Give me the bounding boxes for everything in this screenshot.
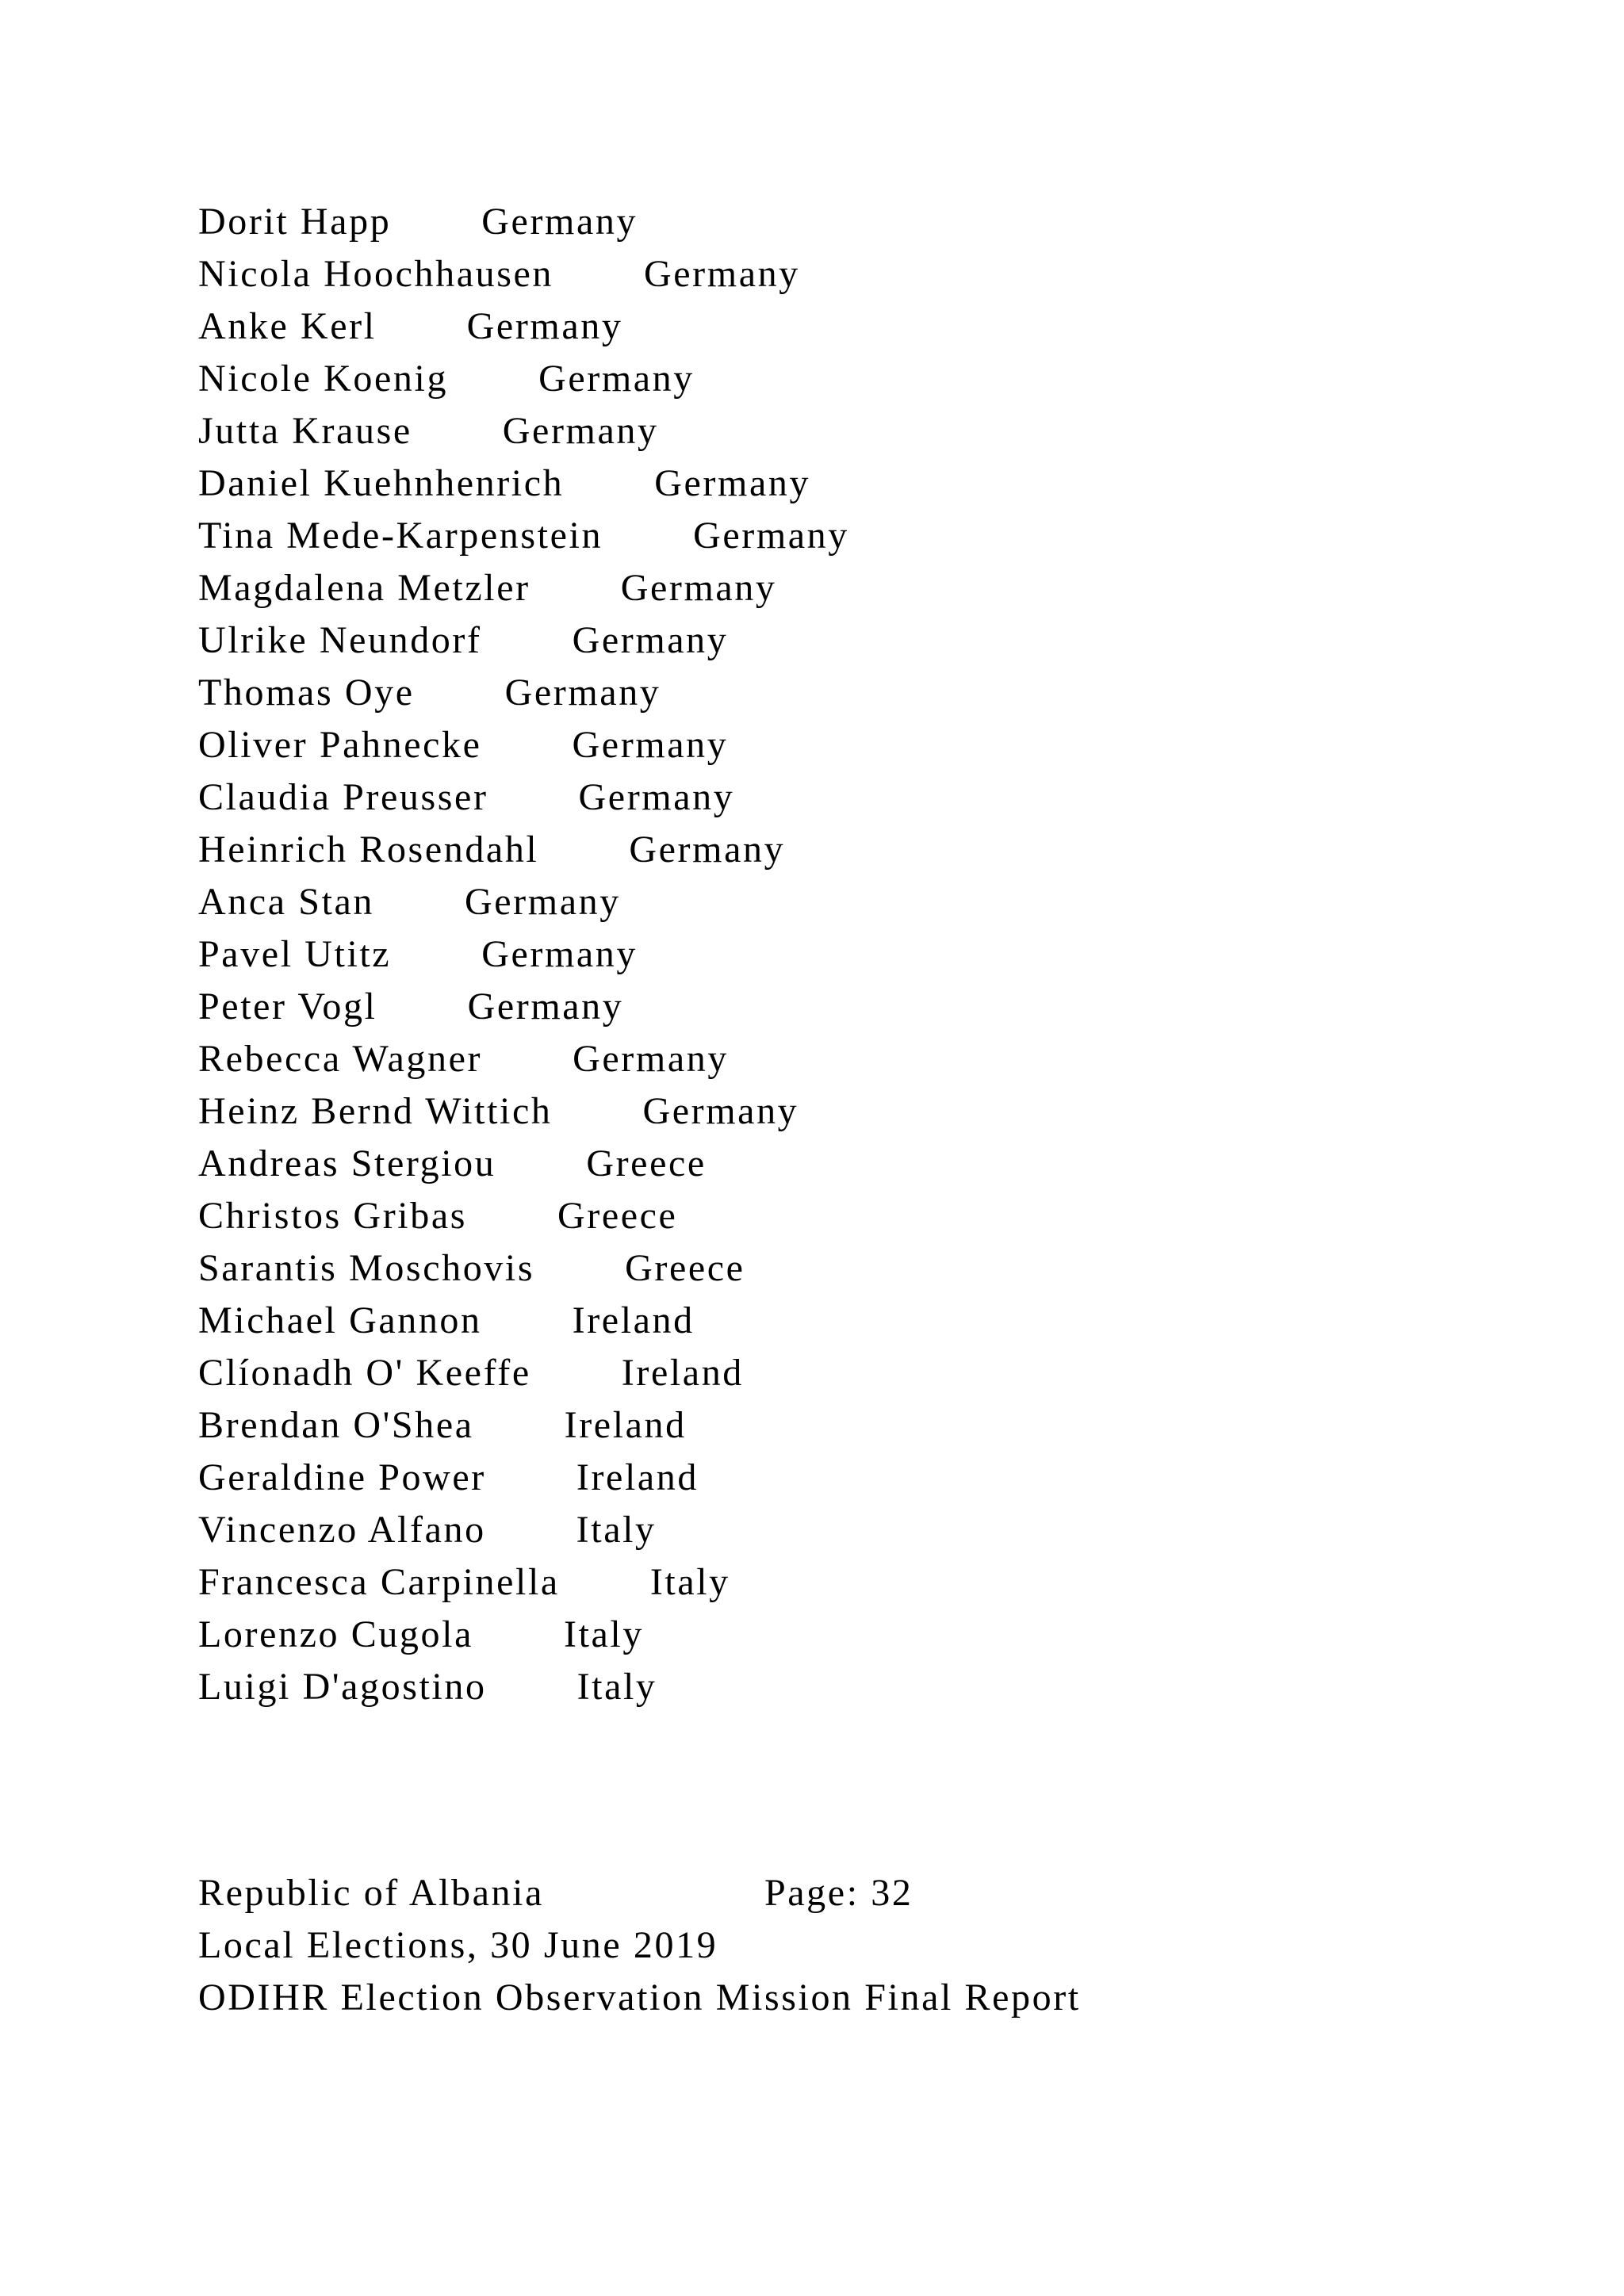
observer-row (198, 1504, 849, 1556)
observer-name: Dorit Happ (198, 201, 392, 243)
observer-row (198, 1452, 849, 1504)
observer-name: Christos Gribas (198, 1195, 467, 1237)
observer-country: Germany (654, 462, 811, 504)
observer-name: Rebecca Wagner (198, 1038, 483, 1080)
observer-name: Tina Mede-Karpenstein (198, 515, 603, 557)
observer-row (198, 667, 849, 719)
observer-country: Germany (693, 515, 849, 557)
observer-row (198, 771, 849, 824)
observer-country: Greece (625, 1247, 745, 1289)
observer-country: Germany (620, 567, 777, 609)
observer-list (198, 196, 849, 1713)
page-number: Page: 32 (764, 1872, 914, 1914)
observer-row (198, 1295, 849, 1347)
observer-name: Michael Gannon (198, 1299, 482, 1341)
observer-name: Oliver Pahnecke (198, 724, 482, 766)
observer-country: Germany (467, 985, 624, 1027)
observer-country: Germany (504, 672, 661, 714)
observer-country: Germany (466, 305, 623, 347)
footer-report-title: ODIHR Election Observation Mission Final Report (198, 1976, 1081, 2019)
observer-row (198, 248, 849, 300)
observer-country: Italy (563, 1613, 644, 1655)
observer-country: Germany (572, 619, 729, 661)
observer-row (198, 876, 849, 928)
page-footer (198, 1867, 1081, 2024)
observer-country: Germany (538, 358, 695, 400)
observer-row (198, 1085, 849, 1138)
observer-country: Ireland (572, 1299, 695, 1341)
observer-name: Luigi D'agostino (198, 1666, 487, 1708)
observer-row (198, 1609, 849, 1661)
observer-name: Vincenzo Alfano (198, 1509, 486, 1551)
observer-name: Peter Vogl (198, 985, 377, 1027)
observer-row (198, 928, 849, 981)
footer-line (198, 1867, 1081, 1919)
observer-name: Heinrich Rosendahl (198, 828, 539, 871)
observer-row (198, 510, 849, 562)
observer-country: Ireland (621, 1352, 744, 1394)
observer-country: Greece (557, 1195, 678, 1237)
observer-name: Ulrike Neundorf (198, 619, 482, 661)
observer-name: Jutta Krause (198, 410, 412, 452)
observer-row (198, 719, 849, 771)
observer-name: Sarantis Moschovis (198, 1247, 535, 1289)
observer-row (198, 824, 849, 876)
observer-row (198, 1347, 849, 1399)
observer-row (198, 562, 849, 614)
observer-row (198, 1033, 849, 1085)
observer-name: Nicola Hoochhausen (198, 253, 554, 295)
observer-country: Germany (465, 881, 621, 923)
observer-name: Francesca Carpinella (198, 1561, 560, 1603)
observer-name: Pavel Utitz (198, 933, 392, 975)
observer-row (198, 405, 849, 457)
observer-country: Greece (586, 1142, 707, 1184)
observer-name: Clíonadh O' Keeffe (198, 1352, 531, 1394)
observer-row (198, 1190, 849, 1242)
observer-row (198, 196, 849, 248)
observer-country: Ireland (564, 1404, 687, 1446)
observer-row (198, 300, 849, 353)
observer-country: Germany (642, 1090, 799, 1132)
observer-country: Germany (502, 410, 659, 452)
observer-name: Brendan O'Shea (198, 1404, 474, 1446)
footer-election: Local Elections, 30 June 2019 (198, 1924, 718, 1966)
observer-row (198, 1138, 849, 1190)
observer-row (198, 1661, 849, 1713)
observer-name: Anca Stan (198, 881, 375, 923)
observer-name: Anke Kerl (198, 305, 377, 347)
observer-country: Ireland (576, 1456, 699, 1498)
observer-row (198, 1556, 849, 1609)
observer-country: Germany (481, 201, 638, 243)
observer-row (198, 1399, 849, 1452)
observer-row (198, 1242, 849, 1295)
observer-name: Heinz Bernd Wittich (198, 1090, 553, 1132)
observer-name: Nicole Koenig (198, 358, 449, 400)
observer-name: Andreas Stergiou (198, 1142, 496, 1184)
footer-country: Republic of Albania (198, 1872, 544, 1914)
observer-name: Thomas Oye (198, 672, 415, 714)
observer-row (198, 614, 849, 667)
observer-country: Germany (481, 933, 638, 975)
observer-country: Germany (572, 724, 729, 766)
observer-row (198, 457, 849, 510)
observer-country: Germany (573, 1038, 729, 1080)
observer-name: Lorenzo Cugola (198, 1613, 473, 1655)
observer-country: Germany (629, 828, 786, 871)
observer-country: Italy (576, 1509, 657, 1551)
observer-name: Geraldine Power (198, 1456, 486, 1498)
observer-country: Italy (649, 1561, 730, 1603)
observer-country: Italy (576, 1666, 657, 1708)
observer-country: Germany (644, 253, 800, 295)
observer-name: Claudia Preusser (198, 776, 488, 818)
observer-country: Germany (578, 776, 735, 818)
observer-name: Daniel Kuehnhenrich (198, 462, 565, 504)
observer-name: Magdalena Metzler (198, 567, 530, 609)
observer-row (198, 353, 849, 405)
observer-row (198, 981, 849, 1033)
